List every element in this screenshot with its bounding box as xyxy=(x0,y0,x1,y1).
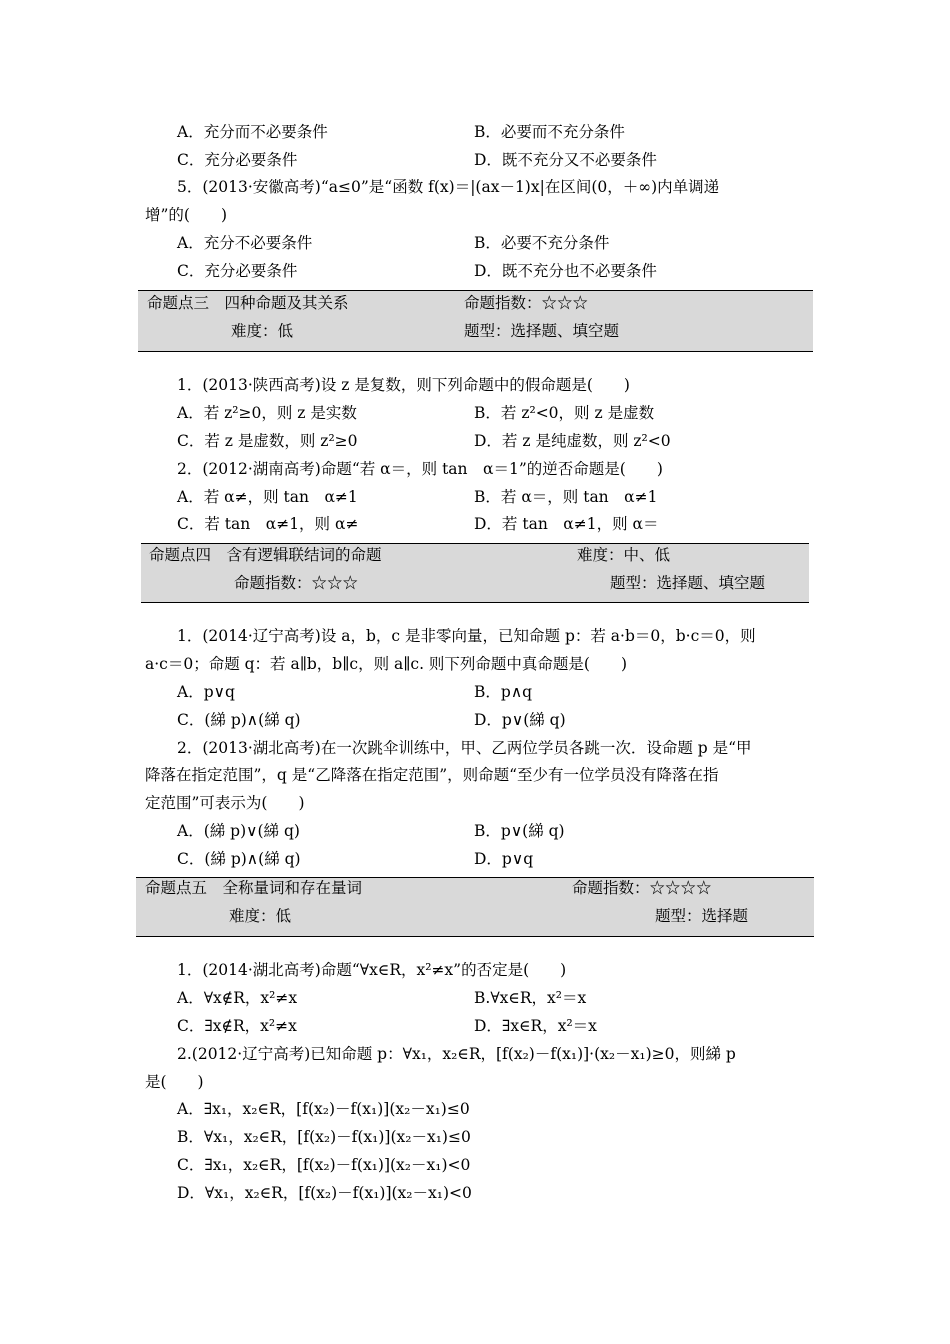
question-text: 5．(2013·安徽高考)“a≤0”是“函数 f(x)＝|(ax－1)x|在区间(0，＋∞)内单调递 xyxy=(177,178,720,196)
option-a: A．∃x₁，x₂∈R，[f(x₂)－f(x₁)](x₂－x₁)≤0 xyxy=(177,1100,470,1118)
section-index: 命题指数：☆☆☆ xyxy=(464,294,589,312)
option-a: A．充分不必要条件 xyxy=(177,234,313,252)
question-text: 1．(2014·辽宁高考)设 a，b，c 是非零向量，已知命题 p：若 a·b＝0，b·c＝0，则 xyxy=(177,627,756,645)
option-c: C．若 tan α≠1，则 α≠ xyxy=(177,515,359,533)
section-index: 命题指数：☆☆☆☆ xyxy=(572,879,712,897)
option-c: C．充分必要条件 xyxy=(177,262,298,280)
option-b: B．若 z²<0，则 z 是虚数 xyxy=(474,404,655,422)
question-text: 是( ) xyxy=(145,1073,204,1091)
option-d: D．p∨q xyxy=(474,850,534,868)
question-text: 1．(2013·陕西高考)设 z 是复数，则下列命题中的假命题是( ) xyxy=(177,376,630,394)
option-c: C．若 z 是虚数，则 z²≥0 xyxy=(177,432,358,450)
section-title: 命题点三 四种命题及其关系 xyxy=(147,294,349,312)
option-d: D．若 z 是纯虚数，则 z²<0 xyxy=(474,432,671,450)
option-b: B．必要而不充分条件 xyxy=(474,123,625,141)
option-d: D．p∨(綈 q) xyxy=(474,711,566,729)
option-d: D．∀x₁，x₂∈R，[f(x₂)－f(x₁)](x₂－x₁)<0 xyxy=(177,1184,472,1202)
option-c: C．(綈 p)∧(綈 q) xyxy=(177,850,301,868)
option-d: D．既不充分也不必要条件 xyxy=(474,262,657,280)
option-a: A．p∨q xyxy=(177,683,235,701)
option-a: A．∀x∉R，x²≠x xyxy=(177,989,298,1007)
option-c: C．充分必要条件 xyxy=(177,151,298,169)
option-b: B．p∧q xyxy=(474,683,533,701)
option-b: B．必要不充分条件 xyxy=(474,234,610,252)
section-type: 题型：选择题 xyxy=(655,907,749,925)
option-c: C．(綈 p)∧(綈 q) xyxy=(177,711,301,729)
section-difficulty: 难度：低 xyxy=(229,907,292,925)
option-c: C．∃x₁，x₂∈R，[f(x₂)－f(x₁)](x₂－x₁)<0 xyxy=(177,1156,471,1174)
section-type: 题型：选择题、填空题 xyxy=(610,574,766,592)
question-text: 2．(2013·湖北高考)在一次跳伞训练中，甲、乙两位学员各跳一次．设命题 p 是“甲 xyxy=(177,739,752,757)
option-a: A．若 z²≥0，则 z 是实数 xyxy=(177,404,357,422)
question-text: a·c＝0；命题 q：若 a∥b，b∥c，则 a∥c. 则下列命题中真命题是( ) xyxy=(145,655,628,673)
section-type: 题型：选择题、填空题 xyxy=(464,322,620,340)
option-b: B．p∨(綈 q) xyxy=(474,822,565,840)
option-a: A．若 α≠，则 tan α≠1 xyxy=(177,488,358,506)
section-header-band xyxy=(141,543,809,603)
option-b: B．若 α＝，则 tan α≠1 xyxy=(474,488,658,506)
section-difficulty: 难度：中、低 xyxy=(577,546,671,564)
section-title: 命题点五 全称量词和存在量词 xyxy=(145,879,363,897)
section-title: 命题点四 含有逻辑联结词的命题 xyxy=(149,546,382,564)
question-text: 定范围”可表示为( ) xyxy=(145,794,305,812)
section-header-band xyxy=(136,877,814,937)
section-difficulty: 难度：低 xyxy=(231,322,294,340)
question-text: 增”的( ) xyxy=(145,206,228,224)
option-b: B.∀x∈R，x²＝x xyxy=(474,989,587,1007)
option-d: D．∃x∈R，x²＝x xyxy=(474,1017,597,1035)
option-d: D．既不充分又不必要条件 xyxy=(474,151,657,169)
question-text: 降落在指定范围”，q 是“乙降落在指定范围”，则命题“至少有一位学员没有降落在指 xyxy=(145,766,719,784)
question-text: 1．(2014·湖北高考)命题“∀x∈R，x²≠x”的否定是( ) xyxy=(177,961,567,979)
option-a: A．充分而不必要条件 xyxy=(177,123,328,141)
option-b: B．∀x₁，x₂∈R，[f(x₂)－f(x₁)](x₂－x₁)≤0 xyxy=(177,1128,471,1146)
option-d: D．若 tan α≠1，则 α＝ xyxy=(474,515,659,533)
option-c: C．∃x∉R，x²≠x xyxy=(177,1017,297,1035)
question-text: 2．(2012·湖南高考)命题“若 α＝，则 tan α＝1”的逆否命题是( ) xyxy=(177,460,663,478)
question-text: 2.(2012·辽宁高考)已知命题 p：∀x₁，x₂∈R，[f(x₂)－f(x₁)]·(x₂－x₁)≥0，则綈 p xyxy=(177,1045,736,1063)
section-header-band xyxy=(138,290,813,352)
option-a: A．(綈 p)∨(綈 q) xyxy=(177,822,300,840)
section-index: 命题指数：☆☆☆ xyxy=(234,574,359,592)
